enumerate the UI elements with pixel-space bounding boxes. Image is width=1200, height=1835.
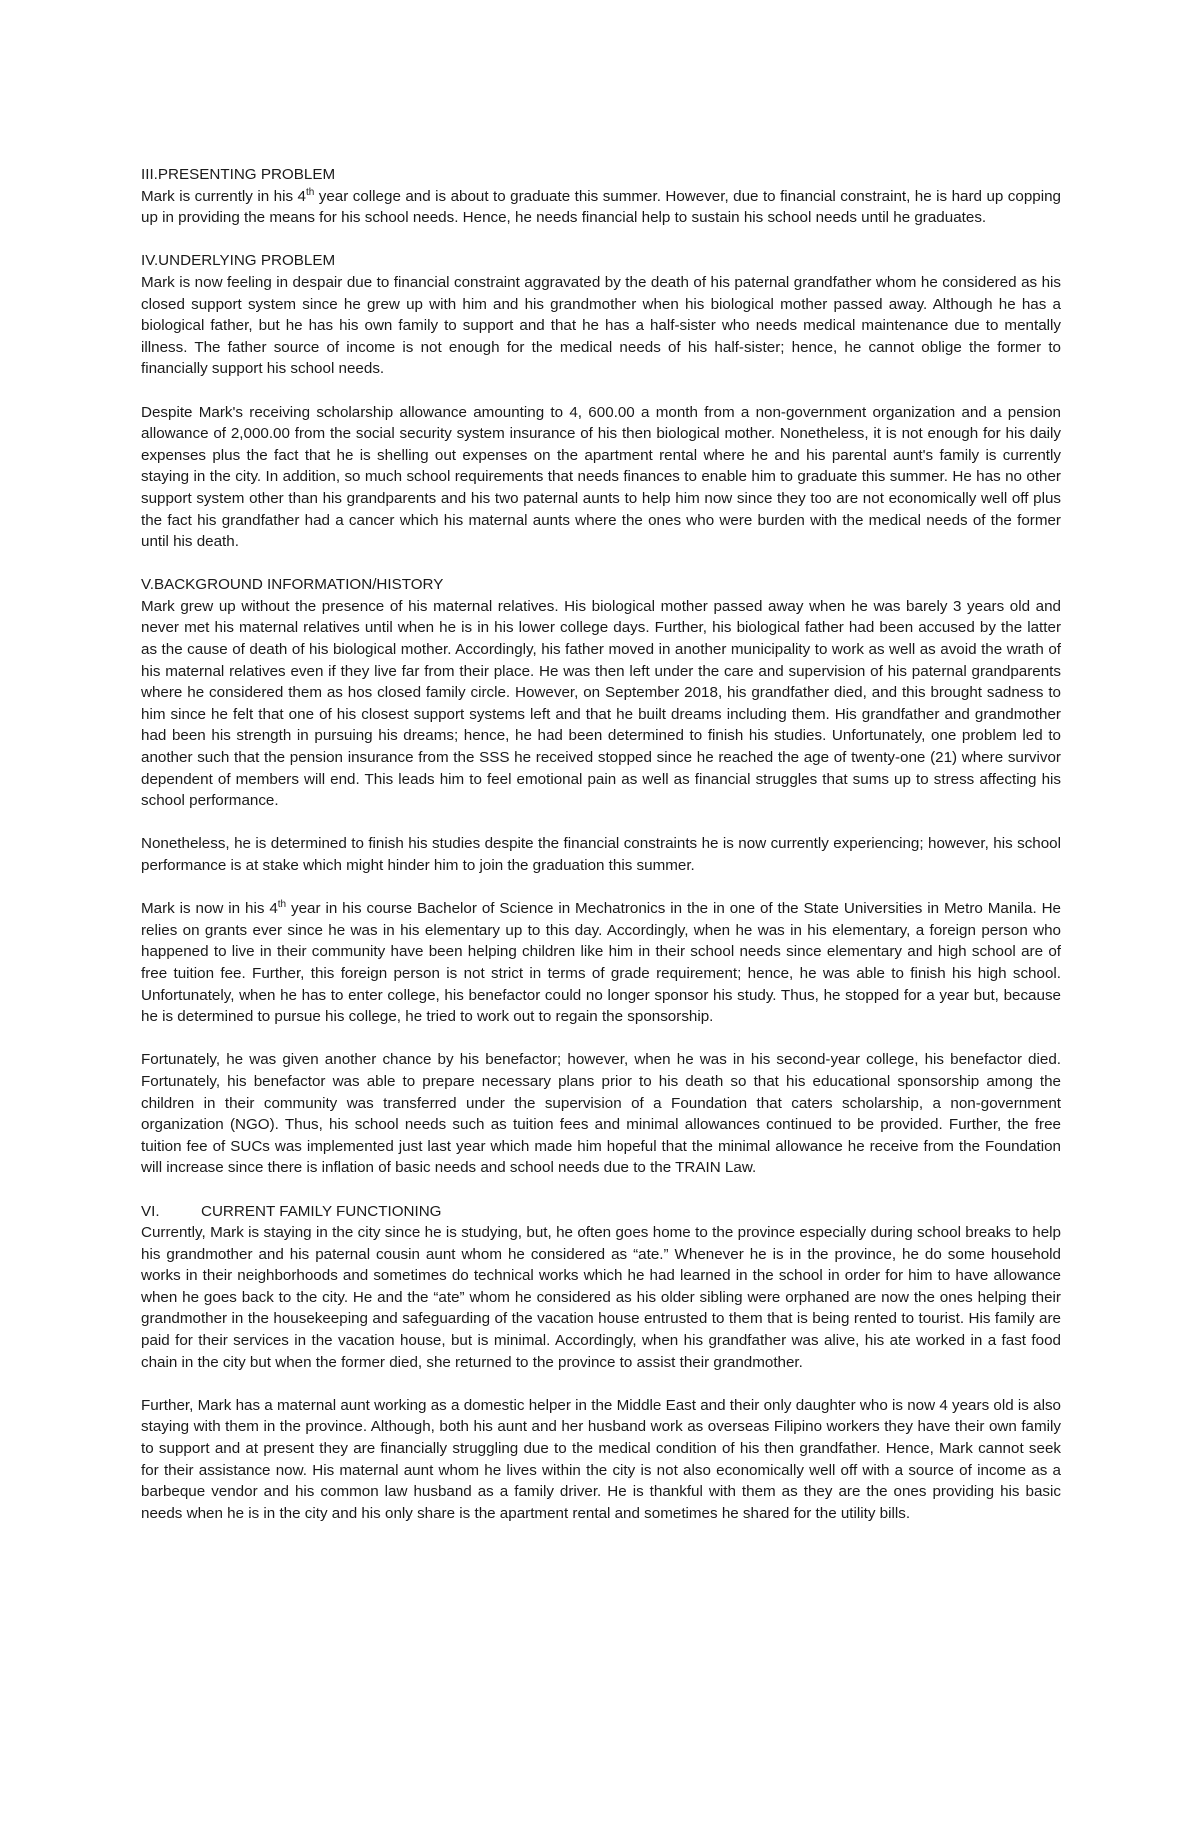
ordinal-superscript: th — [277, 899, 287, 911]
section-heading: IV.UNDERLYING PROBLEM — [141, 252, 336, 270]
paragraph: Fortunately, he was given another chance by his benefactor; however, when he was in his second-year college, his benefactor died. Fortunately, his benefactor was able to prepare necessary plans prior to his death so that his educational sponsorship among the children in their community was transferred under the supervision of a Foundation that caters scholarship, a non-government organization (NGO). Thus, his school needs such as tuition fees and minimal allowances continued to be provided. Further, the free tuition fee of SUCs was implemented just last year which made him hopeful that the minimal allowance he receive from the Foundation will increase since there is inflation of basic needs and school needs due to the TRAIN Law. — [141, 1051, 1061, 1177]
paragraph: Mark grew up without the presence of his maternal relatives. His biological mother passed away when he was barely 3 years old and never met his maternal relatives until when he is in his lower college days. Further, his biological father had been accused by the latter as the cause of death of his biological mother. Accordingly, his father moved in another municipality to work as well as avoid the wrath of his maternal relatives even if they live far from their place. He was then left under the care and supervision of his paternal grandparents where he considered them as hos closed family circle. However, on September 2018, his grandfather died, and this brought sadness to him since he felt that one of his closest support systems left and that he built dreams including them. His grandfather and grandmother had been his strength in pursuing his dreams; hence, he had been determined to finish his studies. Unfortunately, one problem led to another such that the pension insurance from the SSS he received stopped since he reached the age of twenty-one (21) where survivor dependent of members will end. This leads him to feel emotional pain as well as financial struggles that sums up to stress affecting his school performance. — [141, 597, 1061, 810]
paragraph — [141, 898, 1061, 1028]
paragraph: Despite Mark's receiving scholarship allowance amounting to 4, 600.00 a month from a non-government organization and a pension allowance of 2,000.00 from the social security system insurance of his then biological mother. Nonetheless, it is not enough for his daily expenses plus the fact that he is shelling out expenses on the apartment rental where he and his parental aunt's family is currently staying in the city. In addition, so much school requirements that needs finances to enable him to graduate this summer. He has no other support system other than his grandparents and his two paternal aunts to help him now since they too are not economically well off plus the fact his grandfather had a cancer which his maternal aunts where the ones who were burden with the medical needs of the former until his death. — [141, 403, 1061, 551]
section-current-family-functioning — [141, 1201, 1061, 1525]
section-title: CURRENT FAMILY FUNCTIONING — [201, 1202, 442, 1220]
ordinal-superscript: th — [305, 186, 315, 198]
paragraph: Nonetheless, he is determined to finish his studies despite the financial constraints he is now currently experiencing; however, his school performance is at stake which might hinder him to join the graduation this summer. — [141, 835, 1061, 874]
paragraph-text: year college and is about to graduate this summer. However, due to financial constraint, he is hard up copping up in providing the means for his school needs. Hence, he needs financial help to sustain his school needs until he graduates. — [141, 187, 1061, 227]
paragraph: Further, Mark has a maternal aunt working as a domestic helper in the Middle East and their only daughter who is now 4 years old is also staying with them in the province. Although, both his aunt and her husband work as overseas Filipino workers they have their own family to support and at present they are financially struggling due to the medical condition of his then grandfather. Hence, Mark cannot seek for their assistance now. His maternal aunt whom he lives within the city is not also economically well off with a source of income as a barbeque vendor and his common law husband as a family driver. He is thankful with them as they are the ones providing his basic needs when he is in the city and his only share is the apartment rental and sometimes he shared for the utility bills. — [141, 1396, 1061, 1522]
section-underlying-problem — [141, 250, 1061, 552]
paragraph: Currently, Mark is staying in the city since he is studying, but, he often goes home to the province especially during school breaks to help his grandmother and his paternal cousin aunt whom he considered as “ate.” Whenever he is in the province, he do some household works in their neighborhoods and sometimes do technical works which he had learned in the school in order for him to have allowance when he goes back to the city. He and the “ate” whom he considered as his older sibling were orphaned are now the ones helping their grandmother in the housekeeping and safeguarding of the vacation house entrusted to them that is being rented to tourist. His family are paid for their services in the vacation house, but is minimal. Accordingly, when his grandfather was alive, his ate worked in a fast food chain in the city but when the former died, she returned to the province to assist their grandmother. — [141, 1224, 1061, 1371]
section-heading: III.PRESENTING PROBLEM — [141, 166, 336, 183]
section-heading: V.BACKGROUND INFORMATION/HISTORY — [141, 576, 444, 594]
paragraph — [141, 186, 1061, 229]
paragraph-text: year in his course Bachelor of Science in Mechatronics in the in one of the State Universities in Metro Manila. He relies on grants ever since he was in his elementary up to this day. Accordingly, when he was in his elementary, a foreign person who happened to live in their community have been helping children like him in their school needs since elementary and high school are of free tuition fee. Further, this foreign person is not strict in terms of grade requirement; hence, he was able to finish his high school. Unfortunately, when he has to enter college, his benefactor could no longer sponsor his study. Thus, he stopped for a year but, because he is determined to pursue his college, he tried to work out to regain the sponsorship. — [141, 900, 1061, 1026]
paragraph-text: Mark is currently in his 4 — [141, 187, 306, 205]
document-page — [141, 164, 1061, 1546]
section-background-history — [141, 574, 1061, 1179]
section-presenting-problem — [141, 164, 1061, 229]
section-heading — [141, 1201, 1061, 1223]
section-number: VI. — [141, 1202, 160, 1220]
paragraph: Mark is now feeling in despair due to financial constraint aggravated by the death of his paternal grandfather whom he considered as his closed support system since he grew up with him and his grandmother when his biological mother passed away. Although he has a biological father, but he has his own family to support and that he has a half-sister who needs medical maintenance due to mentally illness. The father source of income is not enough for the medical needs of his half-sister; hence, he cannot oblige the former to financially support his school needs. — [141, 273, 1061, 378]
paragraph-text: Mark is now in his 4 — [141, 900, 278, 918]
